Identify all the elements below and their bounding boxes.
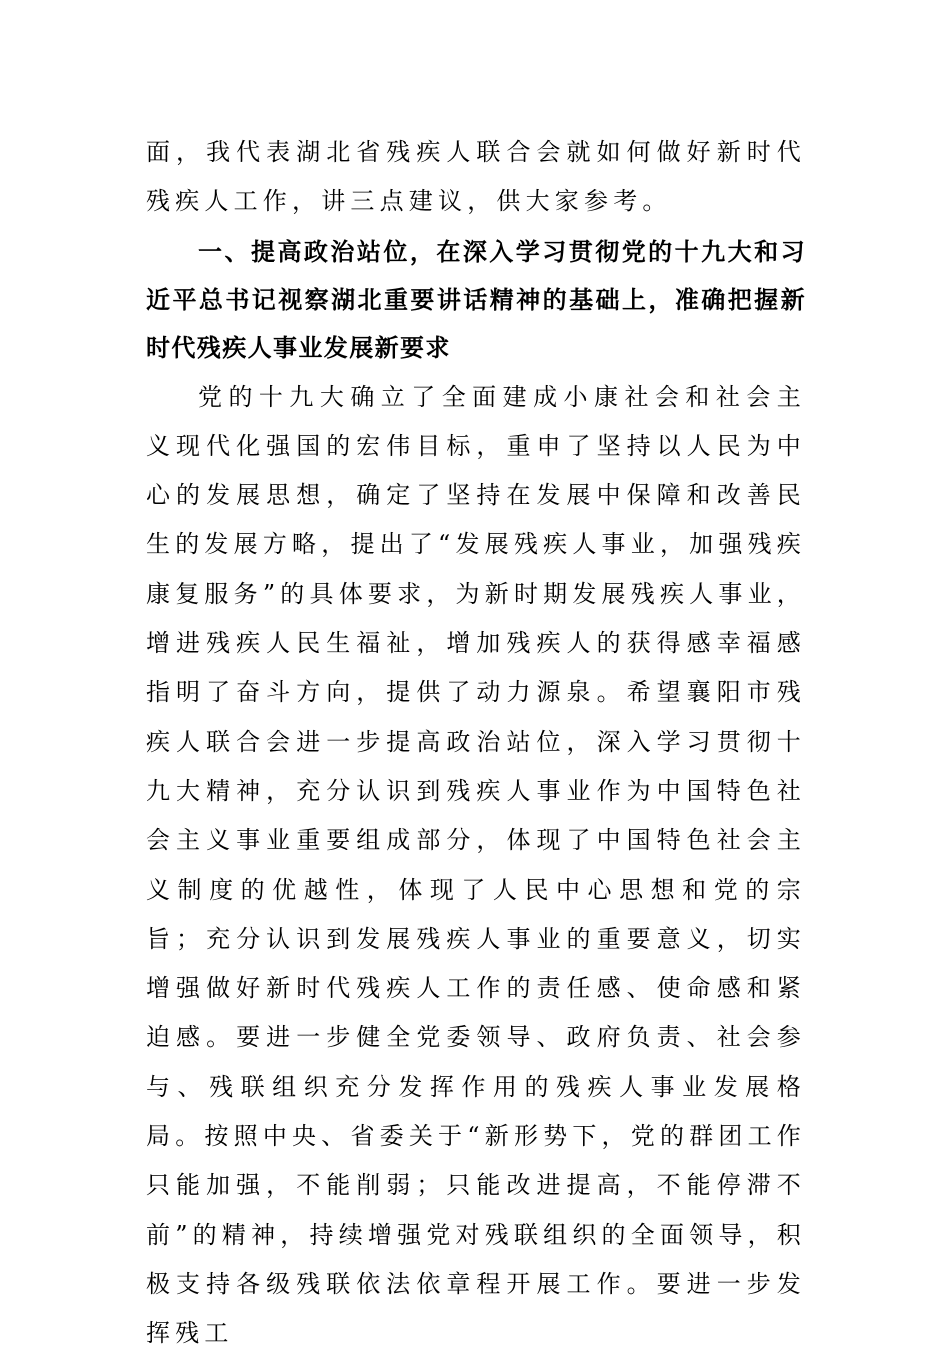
document-page (146, 128, 806, 1359)
body-paragraph: 党的十九大确立了全面建成小康社会和社会主义现代化强国的宏伟目标，重申了坚持以人民为中心的发展思想，确定了坚持在发展中保障和改善民生的发展方略，提出了“发展残疾人事业，加强残疾康复服务”的具体要求，为新时期发展残疾人事业，增进残疾人民生福祉，增加残疾人的获得感幸福感指明了奋斗方向，提供了动力源泉。希望襄阳市残疾人联合会进一步提高政治站位，深入学习贯彻十九大精神，充分认识到残疾人事业作为中国特色社会主义事业重要组成部分，体现了中国特色社会主义制度的优越性，体现了人民中心思想和党的宗旨；充分认识到发展残疾人事业的重要意义，切实增强做好新时代残疾人工作的责任感、使命感和紧迫感。要进一步健全党委领导、政府负责、社会参与、残联组织充分发挥作用的残疾人事业发展格局。按照中央、省委关于“新形势下，党的群团工作只能加强，不能削弱；只能改进提高，不能停滞不前”的精神，持续增强党对残联组织的全面领导，积极支持各级残联依法依章程开展工作。要进一步发挥残工 (146, 382, 806, 1348)
continued-paragraph: 面，我代表湖北省残疾人联合会就如何做好新时代残疾人工作，讲三点建议，供大家参考。 (146, 138, 806, 216)
section-heading: 一、提高政治站位，在深入学习贯彻党的十九大和习近平总书记视察湖北重要讲话精神的基础上，准确把握新时代残疾人事业发展新要求 (146, 237, 806, 362)
